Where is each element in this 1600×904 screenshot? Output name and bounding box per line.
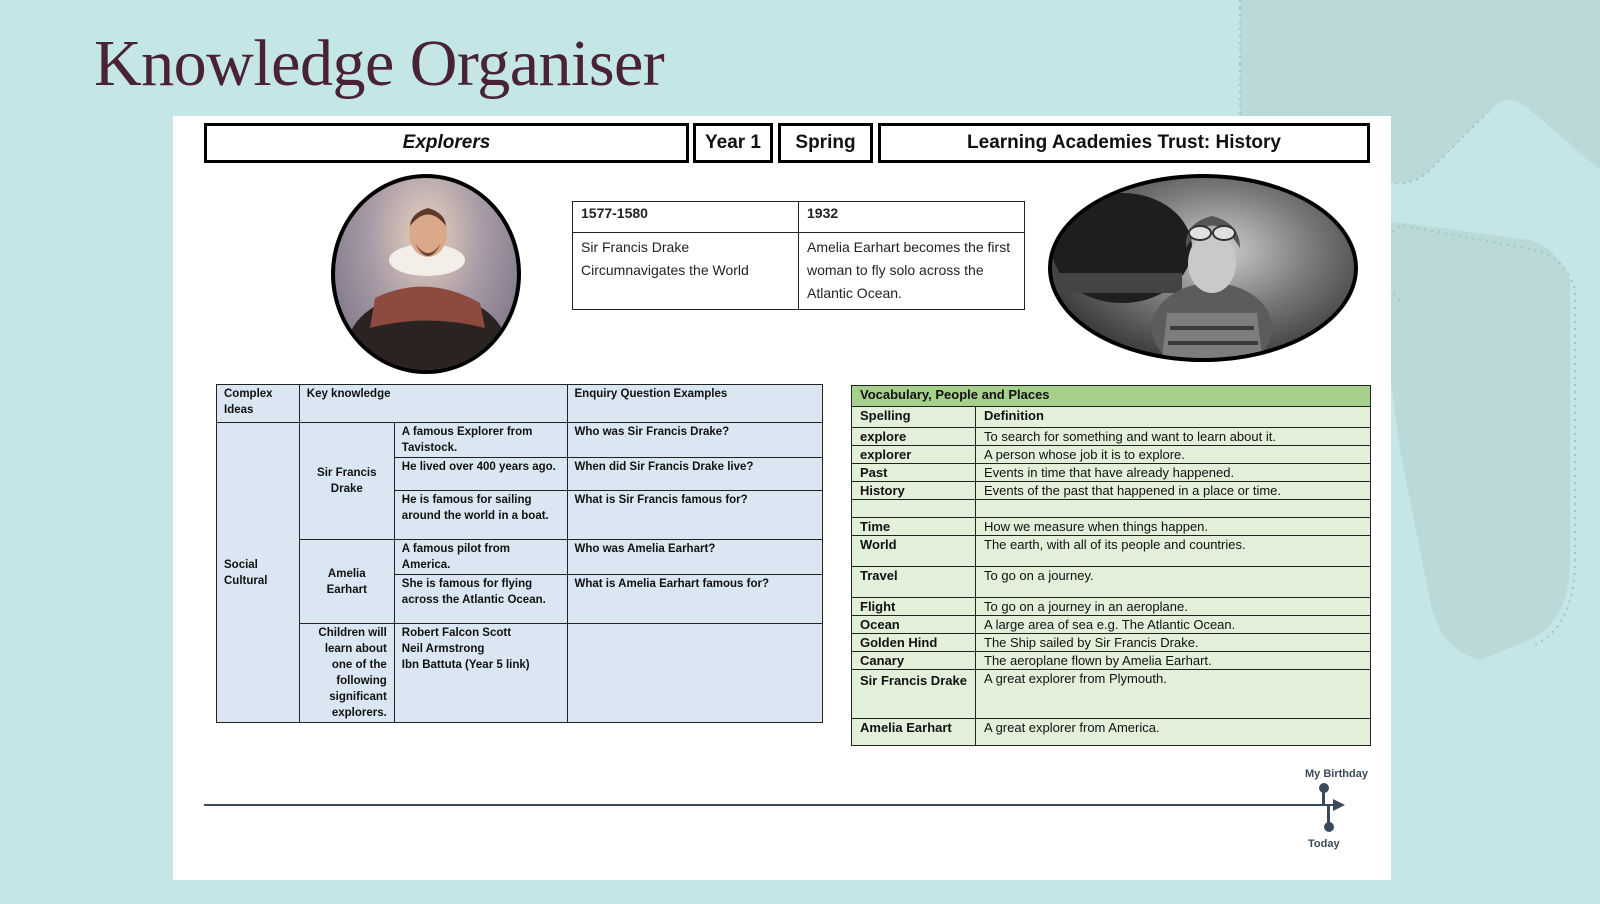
subject-box: Learning Academies Trust: History (878, 123, 1370, 163)
vocab-definition: To go on a journey. (976, 567, 1371, 598)
social-cultural-cell: Social Cultural (217, 423, 300, 723)
vocab-term: Golden Hind (852, 634, 976, 652)
explorer-name: Neil Armstrong (401, 643, 485, 655)
enquiry-questions-header: Enquiry Question Examples (567, 385, 823, 423)
vocab-term (852, 500, 976, 518)
vocab-definition: To go on a journey in an aeroplane. (976, 598, 1371, 616)
question-cell: What is Sir Francis famous for? (567, 491, 823, 540)
vocab-term: Flight (852, 598, 976, 616)
vocab-definition: Events of the past that happened in a place or time. (976, 482, 1371, 500)
vocab-definition: A large area of sea e.g. The Atlantic Ocean. (976, 616, 1371, 634)
vocab-definition: Events in time that have already happened. (976, 464, 1371, 482)
other-explorers-intro: Children will learn about one of the following significant explorers. (299, 624, 394, 723)
vocabulary-title: Vocabulary, People and Places (852, 386, 1371, 407)
timeline-arrow-icon (1333, 799, 1345, 811)
complex-ideas-header: Complex Ideas (217, 385, 300, 423)
question-cell: When did Sir Francis Drake live? (567, 458, 823, 491)
vocabulary-table (851, 385, 1371, 746)
vocab-term: Travel (852, 567, 976, 598)
my-birthday-label: My Birthday (1305, 768, 1368, 780)
vocab-definition (976, 500, 1371, 518)
topic-box: Explorers (204, 123, 689, 163)
birthday-tick (1322, 788, 1325, 806)
question-cell: Who was Amelia Earhart? (567, 540, 823, 575)
term-box: Spring (778, 123, 873, 163)
vocab-term: explore (852, 428, 976, 446)
vocab-term: explorer (852, 446, 976, 464)
earhart-name-cell: Amelia Earhart (299, 540, 394, 624)
timeline-axis (204, 804, 1334, 806)
empty-question-cell (567, 624, 823, 723)
vocab-definition: The aeroplane flown by Amelia Earhart. (976, 652, 1371, 670)
fact-cell: She is famous for flying across the Atlantic Ocean. (394, 575, 567, 624)
spelling-header: Spelling (852, 407, 976, 428)
question-cell: Who was Sir Francis Drake? (567, 423, 823, 458)
today-marker (1324, 822, 1334, 832)
vocab-term: Canary (852, 652, 976, 670)
francis-drake-portrait (331, 174, 521, 374)
dates-table (572, 201, 1025, 310)
event-cell: Sir Francis Drake Circumnavigates the World (573, 233, 799, 310)
vocab-definition: How we measure when things happen. (976, 518, 1371, 536)
event-cell: Amelia Earhart becomes the first woman to fly solo across the Atlantic Ocean. (799, 233, 1025, 310)
vocab-definition: The Ship sailed by Sir Francis Drake. (976, 634, 1371, 652)
date-cell: 1577-1580 (573, 202, 799, 233)
fact-cell: A famous Explorer from Tavistock. (394, 423, 567, 458)
vocab-definition: A great explorer from America. (976, 719, 1371, 746)
fact-cell: A famous pilot from America. (394, 540, 567, 575)
knowledge-organiser-sheet (173, 116, 1391, 880)
amelia-earhart-figure (1052, 178, 1354, 358)
key-knowledge-header: Key knowledge (299, 385, 567, 423)
vocab-definition: The earth, with all of its people and countries. (976, 536, 1371, 567)
vocab-term: Ocean (852, 616, 976, 634)
year-box: Year 1 (693, 123, 773, 163)
explorer-name: Robert Falcon Scott (401, 627, 512, 639)
vocab-definition: A person whose job it is to explore. (976, 446, 1371, 464)
vocab-definition: A great explorer from Plymouth. (976, 670, 1371, 719)
vocab-term: History (852, 482, 976, 500)
explorer-name: Ibn Battuta (Year 5 link) (401, 659, 530, 671)
amelia-earhart-photo (1048, 174, 1358, 362)
vocab-term: Amelia Earhart (852, 719, 976, 746)
slide-title: Knowledge Organiser (94, 27, 665, 100)
drake-name-cell: Sir Francis Drake (299, 423, 394, 540)
fact-cell: He lived over 400 years ago. (394, 458, 567, 491)
key-knowledge-table (216, 384, 823, 723)
vocab-term: Time (852, 518, 976, 536)
vocab-term: World (852, 536, 976, 567)
vocab-definition: To search for something and want to learn about it. (976, 428, 1371, 446)
date-cell: 1932 (799, 202, 1025, 233)
other-explorers-list (394, 624, 567, 723)
definition-header: Definition (976, 407, 1371, 428)
francis-drake-figure (335, 178, 517, 370)
fact-cell: He is famous for sailing around the world in a boat. (394, 491, 567, 540)
today-label: Today (1308, 838, 1340, 850)
vocab-term: Sir Francis Drake (852, 670, 976, 719)
question-cell: What is Amelia Earhart famous for? (567, 575, 823, 624)
vocab-term: Past (852, 464, 976, 482)
